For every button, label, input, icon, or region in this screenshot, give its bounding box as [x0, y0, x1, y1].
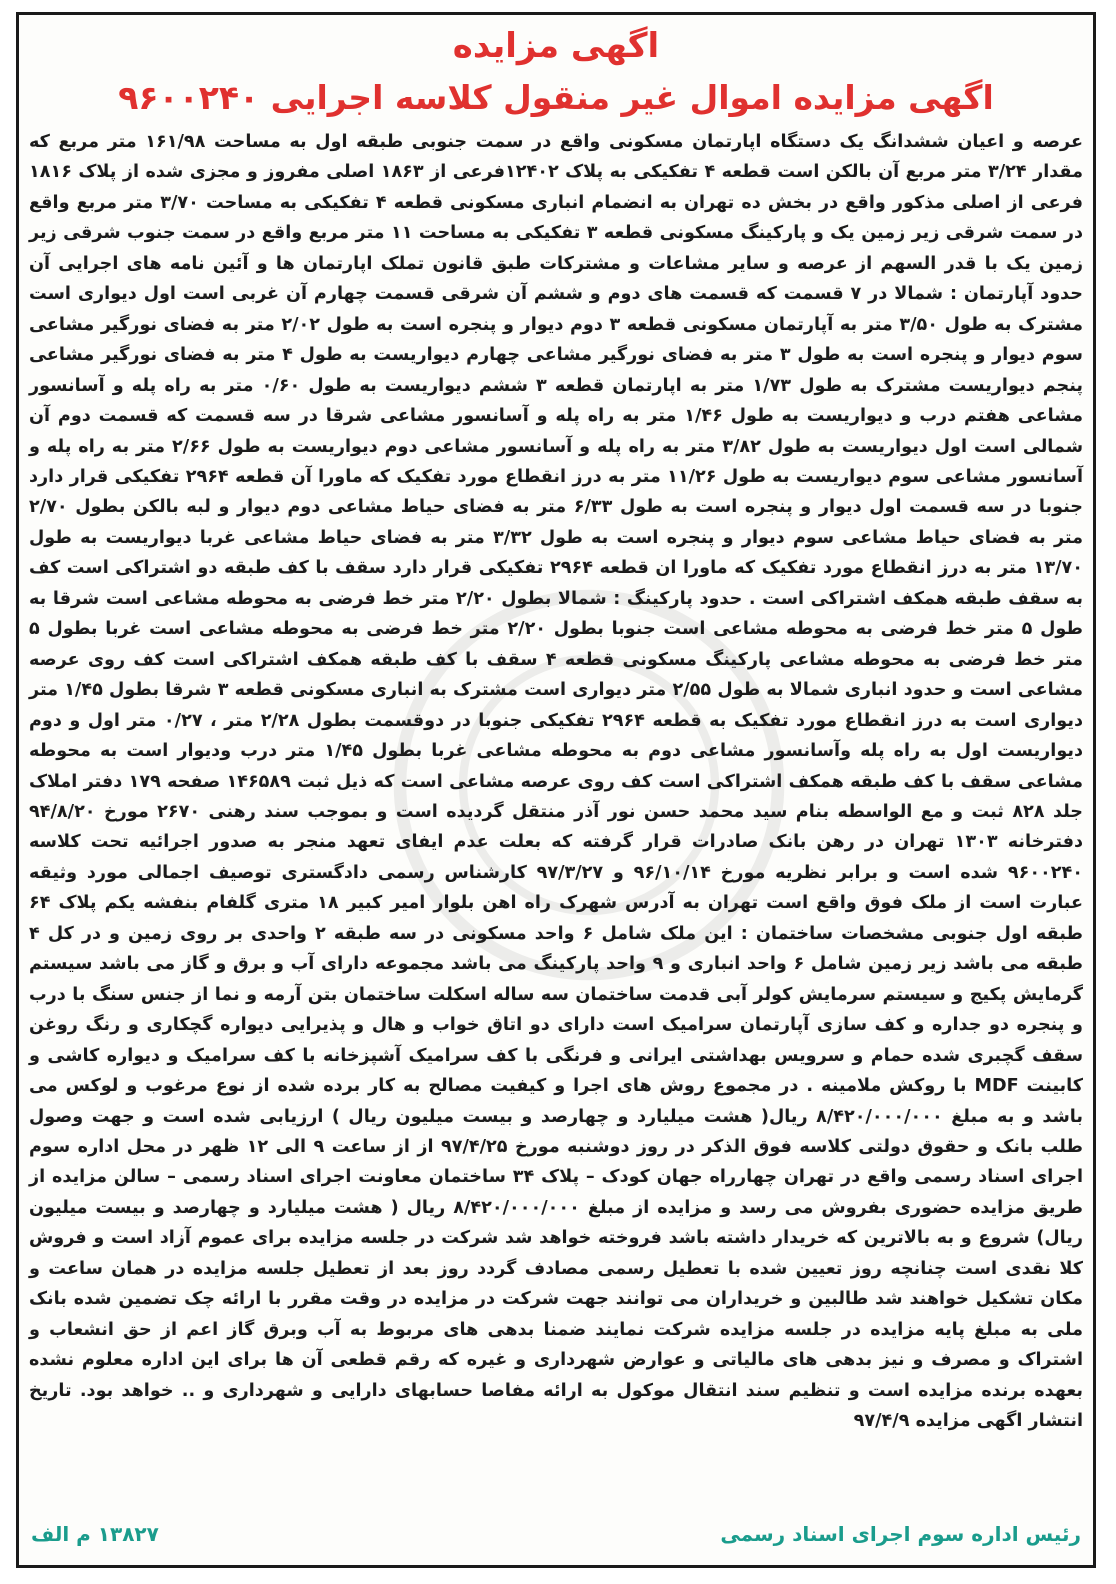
signature-line: رئیس اداره سوم اجرای اسناد رسمی	[720, 1522, 1081, 1546]
notice-frame	[16, 12, 1096, 1568]
notice-code: ۱۳۸۲۷ م الف	[31, 1522, 159, 1546]
notice-title: اگهی مزایده	[452, 26, 660, 66]
notice-subtitle: اگهی مزایده اموال غیر منقول کلاسه اجرایی ۹۶۰۰۲۴۰	[118, 78, 994, 117]
notice-footer	[27, 1517, 1085, 1551]
notice-content	[27, 21, 1085, 1559]
notice-body: عرصه و اعیان ششدانگ یک دستگاه اپارتمان مسکونی واقع در سمت جنوبی طبقه اول به مساحت ۱۶۱/۹۸ متر مربع که مقدار ۳/۲۴ متر مربع آن بالکن است قطعه ۴ تفکیکی به پلاک ۱۲۴۰۲فرعی از ۱۸۶۳ اصلی مفروز و مجزی شده از پلاک ۱۸۱۶ فرعی از اصلی مذکور واقع در بخش ده تهران به انضمام انباری مسکونی قطعه ۴ تفکیکی به مساحت ۳/۷۰ متر مربع واقع در سمت شرقی زیر زمین یک و پارکینگ مسکونی قطعه ۳ تفکیکی به مساحت ۱۱ متر مربع واقع در سمت جنوب شرقی زیر زمین یک با قدر السهم از عرصه و سایر مشاعات و مشترکات طبق قانون تملک اپارتمان ها و آئین نامه های اجرایی آن حدود آپارتمان : شمالا در ۷ قسمت که قسمت های دوم و ششم آن شرقی قسمت چهارم آن غربی است اول دیواری است مشترک به طول ۳/۵۰ متر به آپارتمان مسکونی قطعه ۳ دوم دیوار و پنجره است به طول ۲/۰۲ متر به فضای نورگیر مشاعی سوم دیوار و پنجره است به طول ۳ متر به فضای نورگیر مشاعی چهارم دیواریست به طول ۴ متر به فضای نورگیر مشاعی پنجم دیواریست مشترک به طول ۱/۷۳ متر به اپارتمان قطعه ۳ ششم دیواریست به طول ۰/۶۰ متر به راه پله و آسانسور مشاعی هفتم درب و دیواریست به طول ۱/۴۶ متر به راه پله و آسانسور مشاعی شرقا در سه قسمت که قسمت دوم آن شمالی است اول دیواریست به طول ۳/۸۲ متر به راه پله و آسانسور مشاعی دوم دیواریست به طول ۲/۶۶ متر به راه پله و آسانسور مشاعی سوم دیواریست به طول ۱۱/۲۶ متر به درز انقطاع مورد تفکیک که ماورا آن قطعه ۲۹۶۴ تفکیکی قرار دارد جنوبا در سه قسمت اول دیوار و پنجره است به طول ۶/۳۳ متر به فضای حیاط مشاعی دوم دیوار و لبه بالکن بطول ۲/۷۰ متر به فضای حیاط مشاعی سوم دیوار و پنجره است به طول ۳/۳۲ متر به فضای حیاط مشاعی غربا دیواریست به طول ۱۳/۷۰ متر به درز انقطاع مورد تفکیک که ماورا ان قطعه ۲۹۶۴ تفکیکی قرار دارد سقف با کف طبقه دو اشتراکی است کف به سقف طبقه همکف اشتراکی است . حدود پارکینگ : شمالا بطول ۲/۲۰ متر خط فرضی به محوطه مشاعی است شرقا به طول ۵ متر خط فرضی به محوطه مشاعی است جنوبا بطول ۲/۲۰ متر خط فرضی به محوطه مشاعی است غربا بطول ۵ متر خط فرضی به محوطه مشاعی پارکینگ مسکونی قطعه ۴ سقف با کف طبقه همکف اشتراکی است کف روی عرصه مشاعی است و حدود انباری شمالا به طول ۲/۵۵ متر دیواری است مشترک به انباری مسکونی قطعه ۳ شرقا بطول ۱/۴۵ متر دیواری است به درز انقطاع مورد تفکیک به قطعه ۲۹۶۴ تفکیکی جنوبا در دوقسمت بطول ۲/۲۸ متر ، ۰/۲۷ متر اول و دوم دیواریست اول به راه پله وآسانسور مشاعی دوم به محوطه مشاعی غربا بطول ۱/۴۵ متر درب ودیوار است به محوطه مشاعی سقف با کف طبقه همکف اشتراکی است کف روی عرصه مشاعی است که ذیل ثبت ۱۴۶۵۸۹ صفحه ۱۷۹ دفتر املاک جلد ۸۲۸ ثبت و مع الواسطه بنام سید محمد حسن نور آذر منتقل گردیده است و بموجب سند رهنی ۲۶۷۰ مورخ ۹۴/۸/۲۰ دفترخانه ۱۳۰۳ تهران در رهن بانک صادرات قرار گرفته که بعلت عدم ایفای تعهد منجر به صدور اجرائیه تحت کلاسه ۹۶۰۰۲۴۰ شده است و برابر نظریه مورخ ۹۶/۱۰/۱۴ و ۹۷/۳/۲۷ کارشناس رسمی دادگستری توصیف اجمالی مورد وثیقه عبارت است از ملک فوق واقع است تهران به آدرس شهرک راه اهن بلوار امیر کبیر ۱۸ متری گلفام بنفشه یکم پلاک ۶۴ طبقه اول جنوبی مشخصات ساختمان : این ملک شامل ۶ واحد مسکونی در سه طبقه ۲ واحدی بر روی زمین و در کل ۴ طبقه می باشد زیر زمین شامل ۶ واحد انباری و ۹ واحد پارکینگ می باشد مجموعه دارای آب و برق و گاز می باشد سیستم گرمایش پکیج و سیستم سرمایش کولر آبی قدمت ساختمان سه ساله اسکلت ساختمان بتن آرمه و نما از جنس سنگ با درب و پنجره دو جداره و کف سازی آپارتمان سرامیک است دارای دو اتاق خواب و هال و پذیرایی دیواره گچکاری و رنگ روغن سقف گچبری شده حمام و سرویس بهداشتی ایرانی و فرنگی با کف سرامیک آشپزخانه با کف سرامیک و دیواره کاشی و کابینت MDF با روکش ملامینه . در مجموع روش های اجرا و کیفیت مصالح به کار برده شده از نوع مرغوب و لوکس می باشد و به مبلغ ۸/۴۲۰/۰۰۰/۰۰۰ ریال( هشت میلیارد و چهارصد و بیست میلیون ریال ) ارزیابی شده است و جهت وصول طلب بانک و حقوق دولتی کلاسه فوق الذکر در روز دوشنبه مورخ ۹۷/۴/۲۵ از از ساعت ۹ الی ۱۲ ظهر در محل اداره سوم اجرای اسناد رسمی واقع در تهران چهارراه جهان کودک – پلاک ۳۴ ساختمان معاونت اجرای اسناد رسمی – سالن مزایده از طریق مزایده حضوری بفروش می رسد و مزایده از مبلغ ۸/۴۲۰/۰۰۰/۰۰۰ ریال ( هشت میلیارد و چهارصد و بیست میلیون ریال) شروع و به بالاترین که خریدار داشته باشد فروخته خواهد شد شرکت در جلسه مزایده برای عموم آزاد است و فروش کلا نقدی است چنانچه روز تعیین شده با تعطیل رسمی مصادف گردد روز بعد از تعطیل جلسه مزایده در همان ساعت و مکان تشکیل خواهند شد طالبین و خریداران می توانند جهت شرکت در مزایده در وقت مقرر با ارائه چک تضمین شده بانک ملی به مبلغ پایه مزایده در جلسه مزایده شرکت نمایند ضمنا بدهی های مربوط به آب وبرق گاز اعم از حق انشعاب و اشتراک و مصرف و نیز بدهی های مالیاتی و عوارض شهرداری و غیره که رقم قطعی آن ها برای این اداره معلوم نشده بعهده برنده مزایده است و تنظیم سند انتقال موکول به ارائه مفاصا حسابهای دارایی و شهرداری و .. خواهد بود. تاریخ انتشار اگهی مزایده ۹۷/۴/۹	[29, 132, 1084, 1432]
